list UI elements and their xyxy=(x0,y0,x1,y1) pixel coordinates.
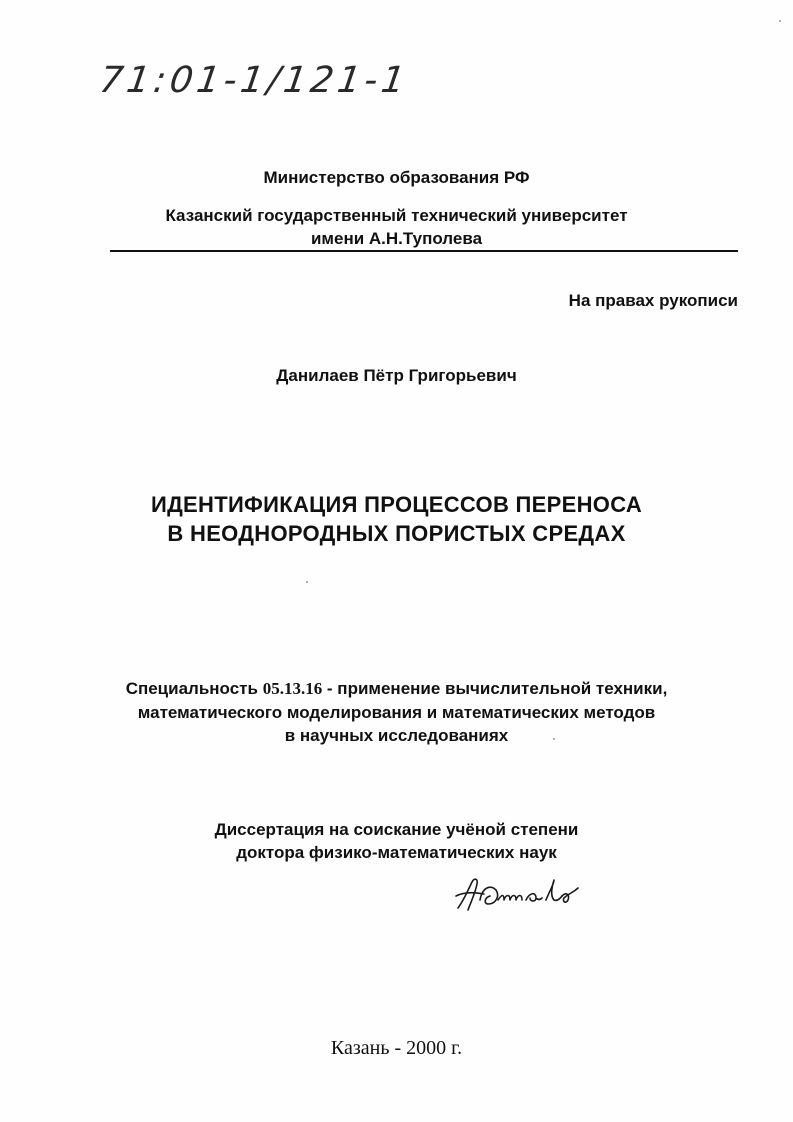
city-year: Казань - 2000 г. xyxy=(330,1037,463,1059)
rights-note: На правах рукописи xyxy=(568,291,738,310)
scan-speck xyxy=(553,738,555,740)
signature-stroke-4 xyxy=(498,896,522,901)
archive-code-handwritten: 71:01-1/121-1 xyxy=(97,60,412,101)
specialty-line3: в научных исследованиях xyxy=(284,726,509,745)
signature-stroke-6 xyxy=(546,880,562,900)
specialty-code: 05.13.16 xyxy=(262,679,323,698)
signature-stroke-7 xyxy=(562,888,578,902)
university-name-line2: имени А.Н.Туполева xyxy=(310,229,483,248)
specialty-line2: математического моделирования и математических методов xyxy=(137,703,656,722)
university-name-line1: Казанский государственный технический университет xyxy=(165,206,628,225)
dissertation-degree-line2: доктора физико-математических наук xyxy=(236,843,557,862)
author-signature xyxy=(450,870,590,920)
dissertation-degree-line1: Диссертация на соискание учёной степени xyxy=(214,820,579,839)
specialty-line1-rest: - применение вычислительной техники, xyxy=(322,679,668,698)
specialty-prefix: Специальность xyxy=(125,679,263,698)
title-line2: В НЕОДНОРОДНЫХ ПОРИСТЫХ СРЕДАХ xyxy=(167,521,626,546)
signature-stroke-3 xyxy=(480,887,498,904)
scan-speck xyxy=(779,20,781,22)
title-line1: ИДЕНТИФИКАЦИЯ ПРОЦЕССОВ ПЕРЕНОСА xyxy=(150,492,643,517)
header-divider xyxy=(110,250,738,252)
specialty-line1 xyxy=(0,679,793,699)
author-name: Данилаев Пётр Григорьевич xyxy=(276,366,517,385)
signature-stroke-2 xyxy=(456,893,484,896)
scan-speck xyxy=(306,581,308,583)
ministry-name: Министерство образования РФ xyxy=(263,168,530,187)
signature-stroke-5 xyxy=(526,894,542,901)
